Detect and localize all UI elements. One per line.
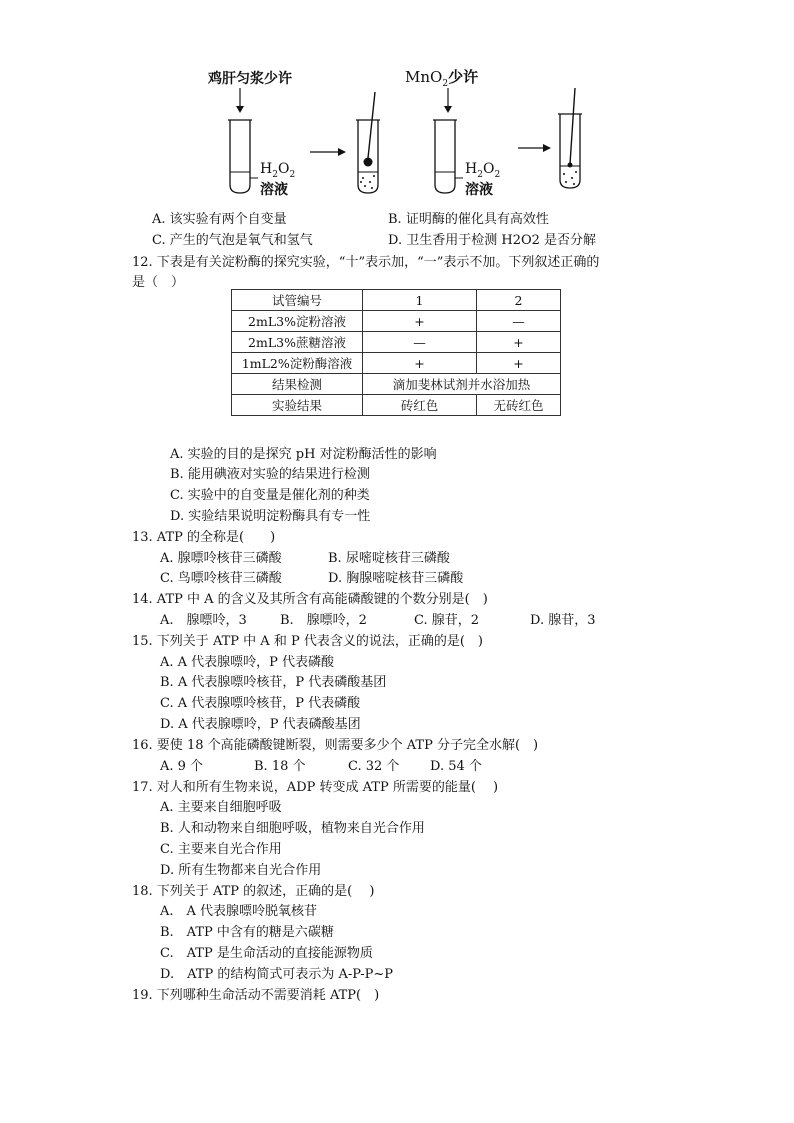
table-cell: 砖红色 (363, 395, 477, 416)
table-cell: — (363, 332, 477, 353)
q16-option-d: D. 54 个 (430, 759, 482, 774)
table-cell: + (363, 311, 477, 332)
q19-stem: 19. 下列哪种生命活动不需要消耗 ATP( ) (132, 988, 380, 1003)
table-row (232, 395, 561, 416)
table-cell: 无砖红色 (477, 395, 561, 416)
mno2-label: MnO$_2$少许 (405, 68, 479, 89)
tube-1 (228, 120, 258, 193)
q13-option-a: A. 腺嘌呤核苷三磷酸 (160, 551, 282, 566)
q12-option-a: A. 实验的目的是探究 pH 对淀粉酶活性的影响 (170, 447, 437, 462)
table-cell: + (477, 353, 561, 374)
q14-option-c: C. 腺苷，2 (414, 613, 480, 628)
table-row (232, 353, 561, 374)
q14-option-d: D. 腺苷，3 (530, 613, 596, 628)
tube-2 (356, 92, 380, 193)
q16-option-a: A. 9 个 (160, 759, 204, 774)
q15-option-c: C. A 代表腺嘌呤核苷，P 代表磷酸 (160, 696, 361, 711)
h2o2-solution-label-2: $H_2O_2$ 溶液 (465, 161, 501, 198)
q16-option-c: C. 32 个 (348, 759, 400, 774)
q15-option-a: A. A 代表腺嘌呤，P 代表磷酸 (160, 655, 335, 670)
q13-option-c: C. 鸟嘌呤核苷三磷酸 (160, 571, 282, 586)
table-row (232, 311, 561, 332)
table-cell: 试管编号 (232, 290, 363, 311)
q17-option-c: C. 主要来自光合作用 (160, 842, 282, 857)
table-cell: 1 (363, 290, 477, 311)
q13-stem: 13. ATP 的全称是( ) (132, 530, 276, 545)
q14-option-a: A. 腺嘌呤，3 (160, 613, 247, 628)
table-row (232, 332, 561, 353)
q15-stem: 15. 下列关于 ATP 中 A 和 P 代表含义的说法，正确的是( ) (132, 634, 483, 649)
q12-option-b: B. 能用碘液对实验的结果进行检测 (170, 467, 370, 482)
table-row (232, 290, 561, 311)
q12-option-c: C. 实验中的自变量是催化剂的种类 (170, 488, 370, 503)
tube-3 (433, 88, 463, 193)
tube-4 (558, 88, 582, 188)
q15-option-b: B. A 代表腺嘌呤核苷，P 代表磷酸基团 (160, 675, 387, 690)
q14-option-b: B. 腺嘌呤，2 (280, 613, 367, 628)
q13-option-d: D. 胸腺嘧啶核苷三磷酸 (328, 571, 464, 586)
q18-option-a: A. A 代表腺嘌呤脱氧核苷 (160, 904, 318, 919)
q15-option-d: D. A 代表腺嘌呤，P 代表磷酸基团 (160, 717, 361, 732)
table-cell: 2 (477, 290, 561, 311)
table-cell: 2mL3%蔗糖溶液 (232, 332, 363, 353)
q18-option-d: D. ATP 的结构简式可表示为 A-P-P~P (160, 967, 394, 982)
table-row (232, 374, 561, 395)
table-cell: 1mL2%淀粉酶溶液 (232, 353, 363, 374)
q18-option-c: C. ATP 是生命活动的直接能源物质 (160, 946, 373, 961)
q12-stem-line1: 12. 下表是有关淀粉酶的探究实验，“十”表示加，“一”表示不加。下列叙述正确的 (132, 255, 600, 270)
q11-option-d: D. 卫生香用于检测 H2O2 是否分解 (388, 233, 597, 248)
table-cell: 2mL3%淀粉溶液 (232, 311, 363, 332)
table-cell: 滴加斐林试剂并水浴加热 (363, 374, 561, 395)
q18-option-b: B. ATP 中含有的糖是六碳糖 (160, 925, 334, 940)
table-cell: + (477, 332, 561, 353)
table-cell: 实验结果 (232, 395, 363, 416)
q11-option-c: C. 产生的气泡是氧气和氢气 (152, 233, 313, 248)
q18-stem: 18. 下列关于 ATP 的叙述，正确的是( ) (132, 884, 375, 899)
q17-option-a: A. 主要来自细胞呼吸 (160, 800, 282, 815)
q14-stem: 14. ATP 中 A 的含义及其所含有高能磷酸键的个数分别是( ) (132, 592, 488, 607)
experiment-figure (200, 60, 600, 200)
q17-stem: 17. 对人和所有生物来说，ADP 转变成 ATP 所需要的能量( ) (132, 780, 499, 795)
q11-option-a: A. 该实验有两个自变量 (152, 212, 287, 227)
liver-label: 鸡肝匀浆少许 (208, 71, 292, 87)
q13-option-b: B. 尿嘧啶核苷三磷酸 (328, 551, 450, 566)
q12-stem-line2: 是（ ） (132, 275, 185, 290)
table-cell: + (363, 353, 477, 374)
table-cell: — (477, 311, 561, 332)
q16-stem: 16. 要使 18 个高能磷酸键断裂，则需要多少个 ATP 分子完全水解( ) (132, 738, 539, 753)
q11-option-b: B. 证明酶的催化具有高效性 (388, 212, 549, 227)
q16-option-b: B. 18 个 (254, 759, 306, 774)
h2o2-solution-label-1: $H_2O_2$ 溶液 (260, 161, 296, 198)
q17-option-b: B. 人和动物来自细胞呼吸，植物来自光合作用 (160, 821, 425, 836)
table-cell: 结果检测 (232, 374, 363, 395)
q17-option-d: D. 所有生物都来自光合作用 (160, 863, 322, 878)
q12-option-d: D. 实验结果说明淀粉酶具有专一性 (170, 509, 371, 524)
q12-table (231, 289, 561, 416)
